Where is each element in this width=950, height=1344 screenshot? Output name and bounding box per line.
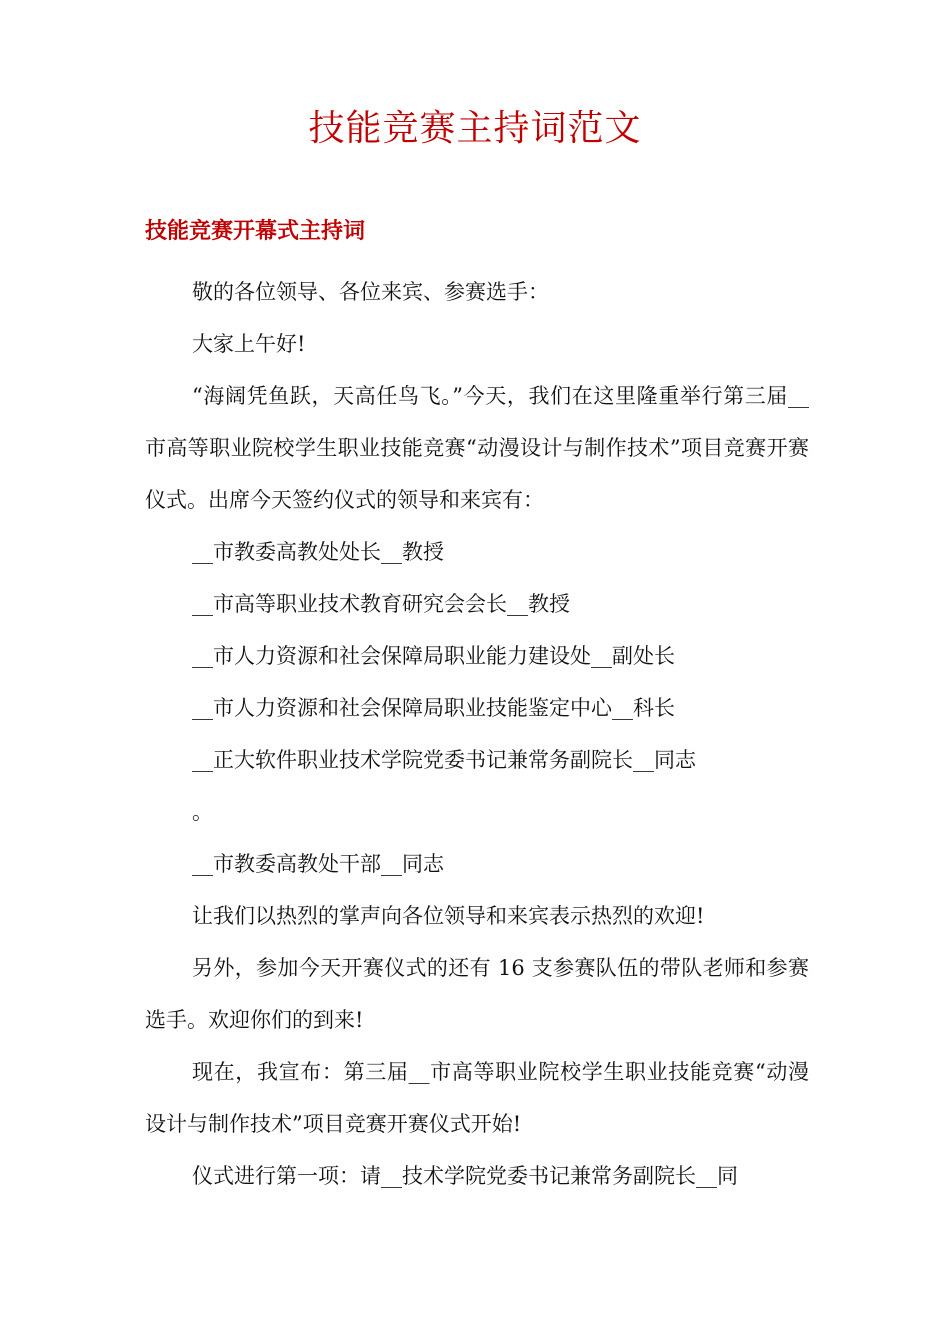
paragraph-guest-4: __市人力资源和社会保障局职业技能鉴定中心__科长: [192, 696, 675, 720]
paragraph-guest-2: __市高等职业技术教育研究会会长__教授: [192, 592, 570, 616]
paragraph-welcome: 让我们以热烈的掌声向各位领导和来宾表示热烈的欢迎!: [192, 904, 705, 928]
paragraph-announcement: 现在，我宣布：第三届__市高等职业院校学生职业技能竞赛“动漫设计与制作技术”项目竞赛开赛仪式开始!: [145, 1060, 809, 1136]
paragraph-guest-5: __正大软件职业技术学院党委书记兼常务副院长__同志: [192, 748, 696, 772]
document-body: [145, 266, 809, 1202]
paragraph-good-morning: 大家上午好!: [192, 332, 306, 356]
paragraph-period: 。: [192, 800, 213, 824]
paragraph-guest-6: __市教委高教处干部__同志: [192, 852, 444, 876]
paragraph-guest-1: __市教委高教处处长__教授: [192, 540, 444, 564]
document-title: 技能竞赛主持词范文: [308, 108, 642, 149]
paragraph-opening: “海阔凭鱼跃，天高任鸟飞。”今天，我们在这里隆重举行第三届__市高等职业院校学生职业技能竞赛“动漫设计与制作技术”项目竞赛开赛仪式。出席今天签约仪式的领导和来宾有：: [145, 384, 809, 512]
paragraph-first-item: 仪式进行第一项：请__技术学院党委书记兼常务副院长__同: [192, 1164, 738, 1188]
paragraph-greeting: 敬的各位领导、各位来宾、参赛选手：: [192, 280, 549, 304]
paragraph-guest-3: __市人力资源和社会保障局职业能力建设处__副处长: [192, 644, 675, 668]
section-heading: 技能竞赛开幕式主持词: [145, 219, 366, 244]
paragraph-teams: 另外，参加今天开赛仪式的还有 16 支参赛队伍的带队老师和参赛选手。欢迎你们的到来!: [145, 956, 809, 1032]
